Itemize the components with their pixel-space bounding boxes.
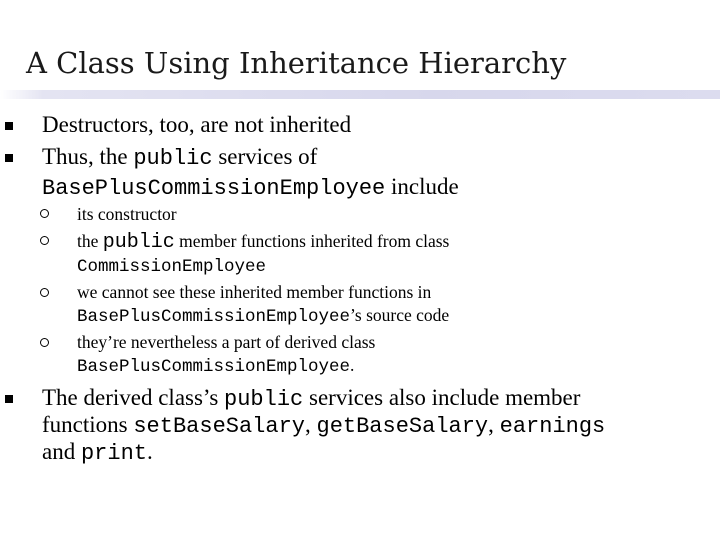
sub-bullet-text: its constructor — [77, 204, 177, 224]
code-text: BasePlusCommissionEmployee — [77, 357, 351, 377]
code-text: BasePlusCommissionEmployee — [77, 307, 351, 327]
sub-bullet-text: they’re nevertheless a part of derived class — [77, 332, 376, 352]
circle-bullet-icon — [40, 236, 49, 245]
bullet-2-line-2 — [42, 171, 459, 204]
circle-bullet-icon — [40, 338, 49, 347]
code-text: public — [102, 231, 175, 254]
sub-bullet-text: . — [350, 355, 355, 375]
code-text: BasePlusCommissionEmployee — [42, 176, 386, 201]
bullet-text: functions — [42, 412, 134, 437]
sub-bullet-text: the — [77, 231, 103, 251]
sub-bullet-text: member functions inherited from class — [174, 231, 450, 251]
code-text: print — [80, 441, 147, 466]
code-text: CommissionEmployee — [77, 257, 267, 277]
circle-bullet-icon — [40, 209, 49, 218]
bullet-2-line-1 — [42, 141, 317, 174]
sub-bullet-2-line-2 — [77, 254, 266, 279]
sub-bullet-1 — [77, 203, 177, 226]
square-bullet-icon — [5, 154, 13, 162]
bullet-text: Thus, the — [42, 144, 134, 169]
bullet-text: , — [305, 412, 317, 437]
code-text: earnings — [499, 414, 606, 439]
title-divider — [0, 90, 720, 99]
code-text: public — [133, 146, 213, 171]
bullet-3-line-3 — [42, 436, 153, 469]
bullet-text: services of — [212, 144, 318, 169]
sub-bullet-4-line-2 — [77, 354, 354, 379]
bullet-text: . — [146, 439, 153, 464]
bullet-text: Destructors, too, are not inherited — [42, 112, 352, 137]
code-text: getBaseSalary — [316, 414, 489, 439]
sub-bullet-3-line-2 — [77, 304, 449, 329]
sub-bullet-text: ’s source code — [350, 305, 450, 325]
slide-title: A Class Using Inheritance Hierarchy — [26, 46, 567, 80]
sub-bullet-4-line-1 — [77, 331, 375, 354]
sub-bullet-2-line-1 — [77, 230, 449, 254]
circle-bullet-icon — [40, 288, 49, 297]
bullet-text: The derived class’s — [42, 385, 225, 410]
sub-bullet-3-line-1 — [77, 281, 431, 304]
bullet-text: , — [488, 412, 500, 437]
bullet-text: include — [385, 174, 459, 199]
square-bullet-icon — [5, 395, 13, 403]
code-text: setBaseSalary — [133, 414, 305, 439]
bullet-text: services also include member — [303, 385, 581, 410]
square-bullet-icon — [5, 122, 13, 130]
sub-bullet-text: we cannot see these inherited member functions in — [77, 282, 432, 302]
bullet-text: and — [42, 439, 81, 464]
code-text: public — [224, 387, 304, 412]
bullet-1 — [42, 109, 351, 140]
